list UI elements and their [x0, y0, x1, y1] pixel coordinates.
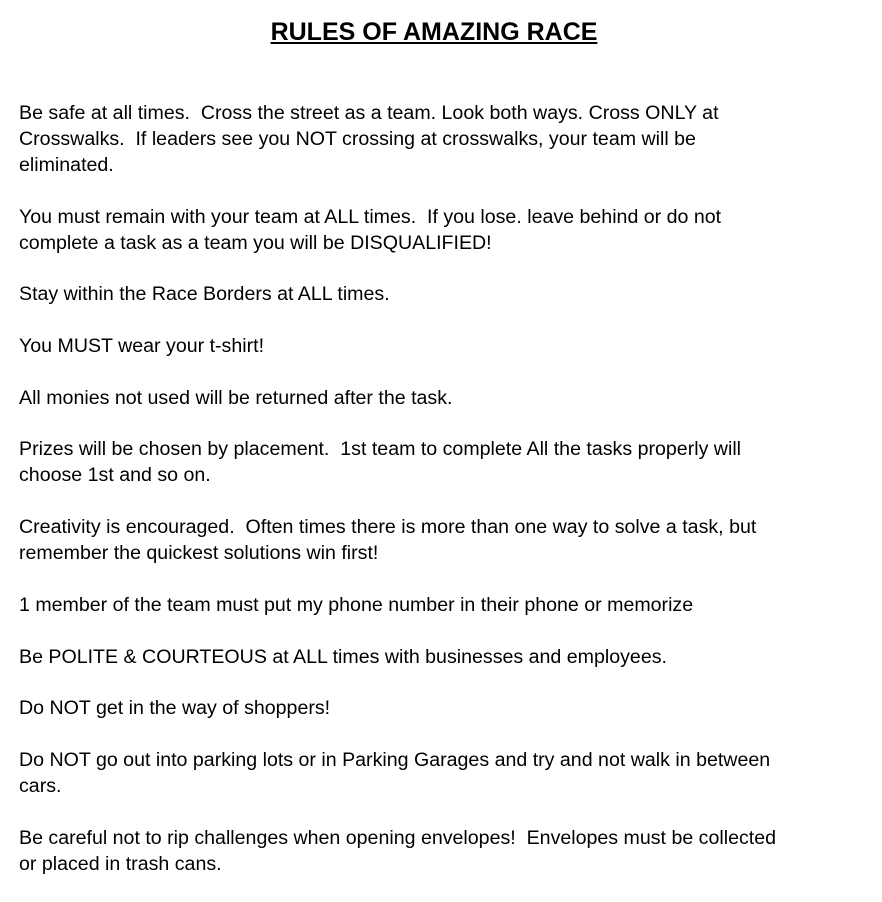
document-title: RULES OF AMAZING RACE — [270, 18, 598, 46]
rule-paragraph: You must remain with your team at ALL times. If you lose. leave behind or do not complete a task as a team you will be DISQUALIFIED! — [19, 205, 722, 254]
rule-paragraph: Be careful not to rip challenges when opening envelopes! Envelopes must be collected or placed in trash cans. — [19, 826, 777, 875]
rule-paragraph: All monies not used will be returned after the task. — [19, 386, 453, 409]
rule-paragraph: You MUST wear your t-shirt! — [19, 335, 265, 358]
rule-paragraph: 1 member of the team must put my phone number in their phone or memorize — [19, 593, 694, 616]
rule-paragraph: Do NOT go out into parking lots or in Parking Garages and try and not walk in between cars. — [19, 748, 771, 797]
rule-paragraph: Creativity is encouraged. Often times there is more than one way to solve a task, but remember the quickest solutions win first! — [19, 516, 757, 565]
rule-paragraph: Do NOT get in the way of shoppers! — [19, 697, 331, 720]
document — [19, 14, 869, 902]
rule-paragraph: Stay within the Race Borders at ALL times. — [19, 283, 390, 306]
rules-list — [19, 100, 869, 877]
rule-paragraph: Be POLITE & COURTEOUS at ALL times with businesses and employees. — [19, 645, 667, 668]
rule-paragraph: Be safe at all times. Cross the street as a team. Look both ways. Cross ONLY at Crosswalks. If leaders see you NOT crossing at crosswalks, your team will be eliminated. — [19, 102, 719, 176]
rule-paragraph: Prizes will be chosen by placement. 1st team to complete All the tasks properly will choose 1st and so on. — [19, 438, 742, 487]
